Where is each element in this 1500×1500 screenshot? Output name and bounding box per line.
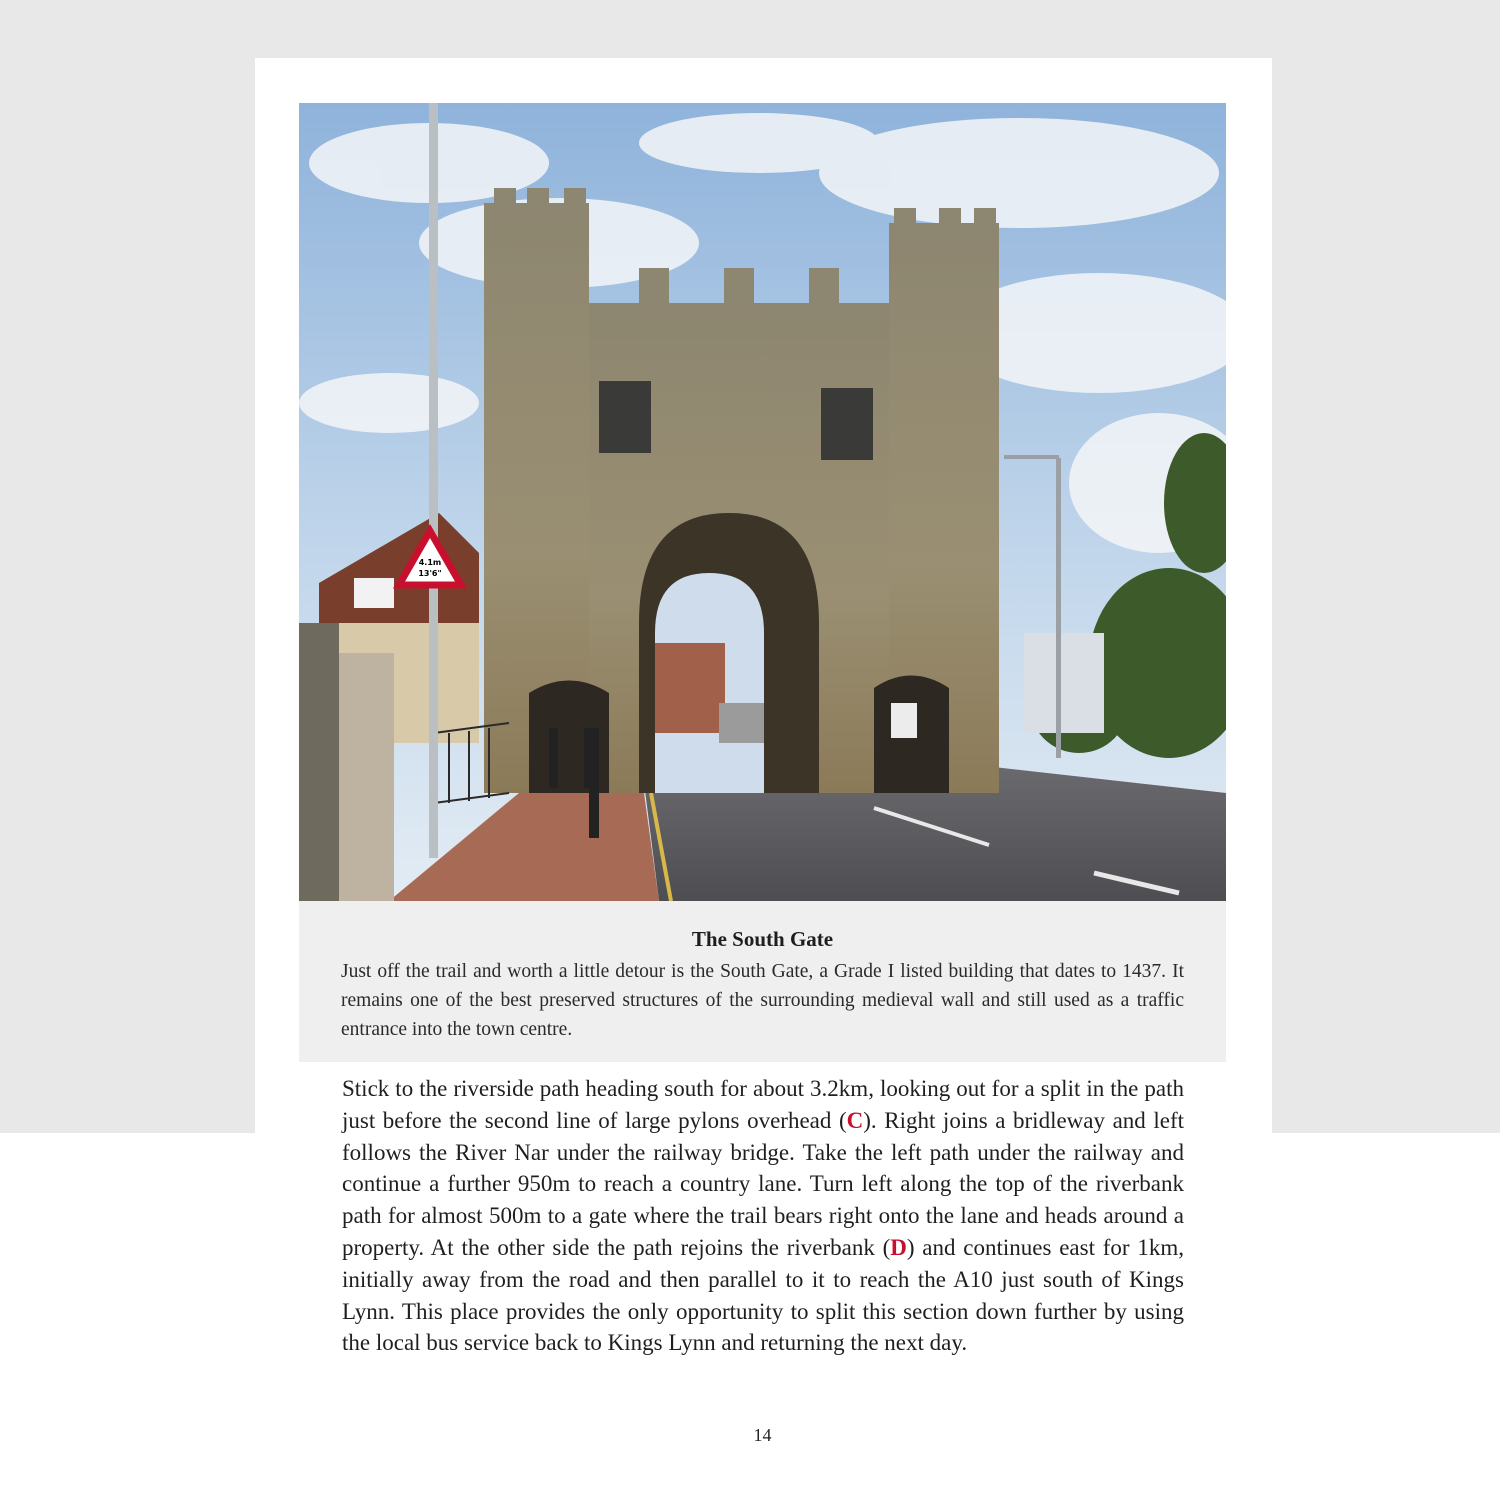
caption-title: The South Gate: [691, 927, 834, 951]
lamp-post: [429, 103, 438, 858]
waypoint-d: D: [890, 1234, 907, 1260]
photo-caption: [299, 901, 1226, 1062]
waypoint-c: C: [846, 1107, 864, 1133]
sign-text-2: 13'6": [418, 569, 442, 578]
body-text-part-1: Stick to the riverside path heading south for about 3.2km, looking out for a split in the path just before the second line of large pylons overhead (: [342, 1076, 1184, 1133]
gate-building: [484, 188, 999, 793]
body-text-part-3: ) and continues east for 1km, initially away from the road and then parallel to it to reach the A10 just south of Kings Lynn. This place provides the only opportunity to split this section down further by using the local bus service back to Kings Lynn and returning the next day.: [342, 1234, 1184, 1356]
body-text-part-2: ). Right joins a bridleway and left follows the River Nar under the railway bridge. Take the left path under the railway and continue a further 950m to reach a country lane. Turn left along the top of the riverbank path for almost 500m to a gate where the trail bears right onto the lane and heads around a property. At the other side the path rejoins the riverbank (: [342, 1107, 1185, 1260]
sign-text-1: 4.1m: [418, 558, 442, 567]
body-paragraph: [342, 1073, 1184, 1359]
page-number: 14: [753, 1425, 772, 1445]
caption-text: Just off the trail and worth a little detour is the South Gate, a Grade I listed building that dates to 1437. It remains one of the best preserved structures of the surrounding medieval wall and still used as a traffic entrance into the town centre.: [341, 961, 1184, 1040]
south-gate-photo: [299, 103, 1226, 901]
